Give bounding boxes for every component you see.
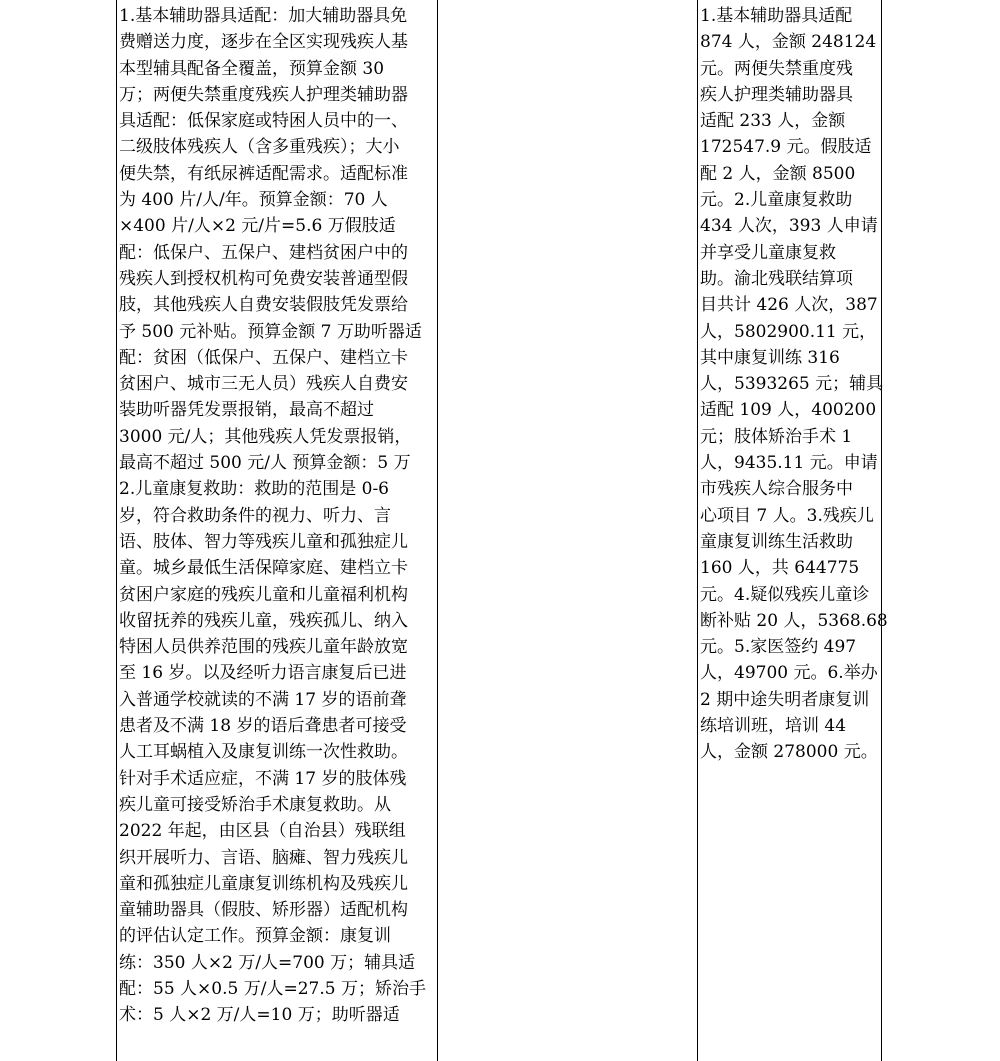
right-column-text-line: 练培训班，培训 44 [700, 716, 847, 737]
left-column-text-line: 装助听器凭发票报销，最高不超过 [119, 400, 374, 421]
right-column-text-line: 并享受儿童康复救 [700, 242, 836, 263]
left-column-text-line: 童辅助器具（假肢、矫形器）适配机构 [119, 900, 408, 921]
left-column-text-line: 1.基本辅助器具适配：加大辅助器具免 [119, 6, 408, 26]
left-column-text-line: 为 400 片/人/年。预算金额：70 人 [119, 190, 388, 211]
right-column-cell [700, 3, 888, 766]
left-column-text-line: 疾儿童可接受矫治手术康复救助。从 [119, 794, 391, 815]
left-column-text-line: 入普通学校就读的不满 17 岁的语前聋 [119, 689, 407, 710]
left-column-text-line: 万；两便失禁重度残疾人护理类辅助器 [119, 84, 408, 105]
right-column-text-line: 人，金额 278000 元。 [700, 742, 878, 763]
right-column-text-line: 目共计 426 人次，387 [700, 295, 878, 316]
right-column-text-line: 434 人次，393 人申请 [700, 216, 878, 237]
right-column-text-line: 172547.9 元。假肢适 [700, 137, 872, 158]
left-column-text-line: 患者及不满 18 岁的语后聋患者可接受 [119, 716, 407, 737]
right-column-text-line: 元；肢体矫治手术 1 [700, 426, 853, 447]
left-column-text-line: 具适配：低保家庭或特困人员中的一、 [119, 111, 408, 132]
right-column-text-line: 其中康复训练 316 [700, 347, 840, 368]
right-column-text-line: 人，9435.11 元。申请 [700, 453, 878, 474]
left-column-text-line: 本型辅具配备全覆盖，预算金额 30 [119, 58, 385, 79]
left-column-text-line: 二级肢体残疾人（含多重残疾）；大小 [119, 137, 400, 158]
left-column-text-line: 3000 元/人；其他残疾人凭发票报销， [119, 426, 412, 447]
left-column-text-line: 费赠送力度，逐步在全区实现残疾人基 [119, 32, 408, 53]
right-column-text-line: 童康复训练生活救助 [700, 531, 853, 552]
left-column-text-line: 最高不超过 500 元/人 预算金额：5 万 [119, 453, 411, 474]
left-column-text-line: 2.儿童康复救助：救助的范围是 0-6 [119, 479, 389, 500]
left-column-text-line: 便失禁，有纸尿裤适配需求。适配标准 [119, 163, 408, 184]
left-column-cell [119, 3, 439, 1029]
left-column-text-line: ×400 片/人×2 元/片=5.6 万假肢适 [119, 216, 396, 237]
left-column-text-line: 2022 年起，由区县（自治县）残联组 [119, 821, 406, 842]
right-column-text-line: 适配 233 人，金额 [700, 111, 846, 132]
right-column-text-line: 2 期中途失明者康复训 [700, 689, 870, 710]
left-column-text-line: 肢，其他残疾人自费安装假肢凭发票给 [119, 295, 408, 316]
right-column-text-line: 元。4.疑似残疾儿童诊 [700, 584, 870, 605]
left-column-text-line: 术：5 人×2 万/人=10 万；助听器适 [119, 1005, 400, 1026]
right-column-text-line: 元。2.儿童康复救助 [700, 190, 853, 211]
left-column-text-line: 特困人员供养范围的残疾儿童年龄放宽 [119, 637, 408, 658]
right-column-text-line: 配 2 人，金额 8500 [700, 163, 856, 184]
right-column-text-line: 人，49700 元。6.举办 [700, 663, 878, 684]
right-column-text-line: 元。5.家医签约 497 [700, 637, 857, 658]
right-column-text-line: 元。两便失禁重度残 [700, 58, 853, 79]
left-column-text-line: 配：55 人×0.5 万/人=27.5 万；矫治手 [119, 978, 426, 999]
left-column-text-line: 童。城乡最低生活保障家庭、建档立卡 [119, 558, 408, 579]
left-column-text-line: 至 16 岁。以及经听力语言康复后已进 [119, 663, 407, 684]
left-column-text-line: 配：低保户、五保户、建档贫困户中的 [119, 242, 408, 263]
right-column-text-line: 助。渝北残联结算项 [700, 268, 853, 289]
left-column-text-line: 针对手术适应症，不满 17 岁的肢体残 [119, 768, 407, 789]
left-column-text-line: 织开展听力、言语、脑瘫、智力残疾儿 [119, 847, 408, 868]
left-column-text-line: 贫困户家庭的残疾儿童和儿童福利机构 [119, 584, 408, 605]
right-column-text-line: 市残疾人综合服务中 [700, 479, 853, 500]
right-column-text-line: 874 人，金额 248124 [700, 32, 877, 53]
left-column-text-line: 予 500 元补贴。预算金额 7 万助听器适 [119, 321, 422, 342]
right-column-text-line: 断补贴 20 人，5368.68 [700, 610, 888, 631]
right-column-text-line: 人，5802900.11 元， [700, 321, 877, 342]
left-column-text-line: 的评估认定工作。预算金额：康复训 [119, 926, 391, 947]
left-column-text-line: 收留抚养的残疾儿童，残疾孤儿、纳入 [119, 610, 408, 631]
right-column-text-line: 心项目 7 人。3.残疾儿 [700, 505, 874, 526]
left-column-text-line: 童和孤独症儿童康复训练机构及残疾儿 [119, 873, 408, 894]
right-column-text-line: 人，5393265 元；辅具 [700, 374, 884, 395]
left-column-text-line: 练：350 人×2 万/人=700 万；辅具适 [119, 952, 416, 973]
right-column-text-line: 疾人护理类辅助器具 [700, 84, 853, 105]
left-column-text-line: 残疾人到授权机构可免费安装普通型假 [119, 268, 408, 289]
column-divider-2 [697, 0, 698, 1061]
left-column-text-line: 岁，符合救助条件的视力、听力、言 [119, 505, 391, 526]
left-column-text-line: 配：贫困（低保户、五保户、建档立卡 [119, 347, 408, 368]
right-column-text-line: 160 人，共 644775 [700, 558, 860, 579]
left-column-text-line: 语、肢体、智力等残疾儿童和孤独症儿 [119, 531, 408, 552]
left-column-text-line: 贫困户、城市三无人员）残疾人自费安 [119, 374, 408, 395]
right-column-text-line: 适配 109 人，400200 [700, 400, 877, 421]
right-column-text-line: 1.基本辅助器具适配 [700, 6, 853, 26]
left-column-text-line: 人工耳蜗植入及康复训练一次性救助。 [119, 742, 408, 763]
